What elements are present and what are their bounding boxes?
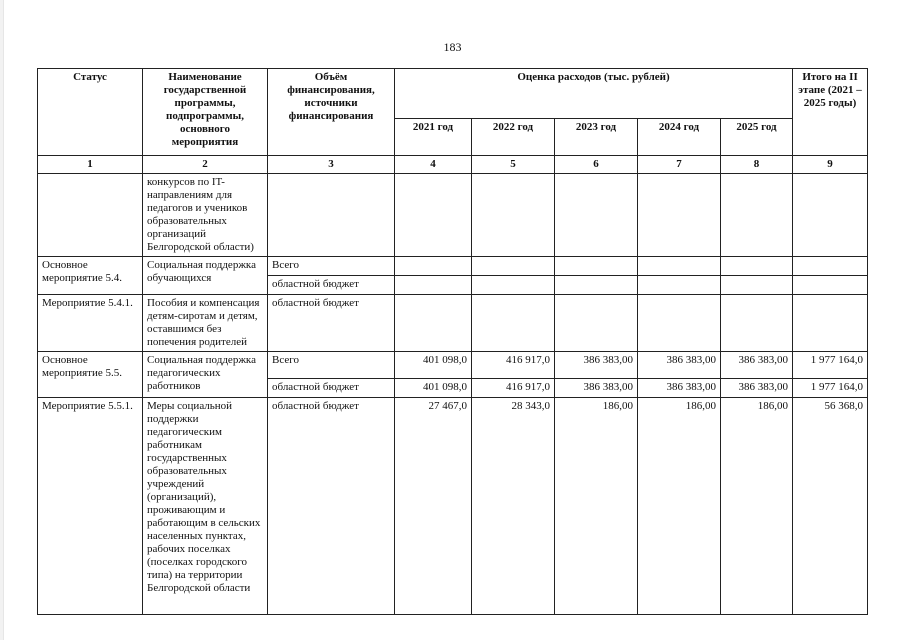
table-row	[38, 174, 868, 257]
row-source: областной бюджет	[268, 398, 395, 615]
value-cell: 386 383,00	[638, 379, 721, 398]
table-row	[38, 295, 868, 352]
col-number: 7	[638, 156, 721, 174]
table-row	[38, 257, 868, 276]
row-status: Основное мероприятие 5.5.	[38, 352, 143, 398]
value-cell: 386 383,00	[555, 352, 638, 379]
value-cell: 401 098,0	[395, 352, 472, 379]
column-numbers-row	[38, 156, 868, 174]
value-cell: 386 383,00	[638, 352, 721, 379]
row-name: Социальная поддержка обучающихся	[143, 257, 268, 295]
header-year-2023: 2023 год	[555, 118, 638, 155]
row-source: областной бюджет	[268, 276, 395, 295]
value-cell: 401 098,0	[395, 379, 472, 398]
col-number: 4	[395, 156, 472, 174]
header-year-2024: 2024 год	[638, 118, 721, 155]
header-row-1	[38, 69, 868, 119]
header-year-2025: 2025 год	[721, 118, 793, 155]
header-volume: Объём финансирования, источники финансирования	[268, 69, 395, 156]
row-source: областной бюджет	[268, 379, 395, 398]
value-cell: 186,00	[555, 398, 638, 615]
value-cell: 28 343,0	[472, 398, 555, 615]
col-number: 5	[472, 156, 555, 174]
budget-table	[37, 68, 868, 615]
value-cell: 186,00	[638, 398, 721, 615]
page-number: 183	[443, 40, 462, 54]
header-total: Итого на II этапе (2021 – 2025 годы)	[793, 69, 868, 156]
row-status: Мероприятие 5.5.1.	[38, 398, 143, 615]
value-cell: 416 917,0	[472, 379, 555, 398]
header-year-2022: 2022 год	[472, 118, 555, 155]
header-name: Наименование государственной программы, подпрограммы, основного мероприятия	[143, 69, 268, 156]
row-name: Социальная поддержка педагогических работников	[143, 352, 268, 398]
value-cell: 386 383,00	[721, 352, 793, 379]
col-number: 2	[143, 156, 268, 174]
row-source: областной бюджет	[268, 295, 395, 352]
col-number: 1	[38, 156, 143, 174]
row-name: Пособия и компенсация детям-сиротам и детям, оставшимся без попечения родителей	[143, 295, 268, 352]
value-cell: 56 368,0	[793, 398, 868, 615]
table-row	[38, 352, 868, 379]
scan-edge	[0, 0, 4, 640]
row-source	[268, 174, 395, 257]
table-row	[38, 398, 868, 615]
row-name: конкурсов по IT-направлениям для педагогов и учеников образовательных организаций Белгородской области)	[143, 174, 268, 257]
value-cell: 386 383,00	[721, 379, 793, 398]
value-cell: 27 467,0	[395, 398, 472, 615]
col-number: 9	[793, 156, 868, 174]
value-cell: 1 977 164,0	[793, 379, 868, 398]
value-cell: 186,00	[721, 398, 793, 615]
header-estimate: Оценка расходов (тыс. рублей)	[395, 69, 793, 119]
row-source: Всего	[268, 352, 395, 379]
row-status: Мероприятие 5.4.1.	[38, 295, 143, 352]
row-status: Основное мероприятие 5.4.	[38, 257, 143, 295]
row-source: Всего	[268, 257, 395, 276]
header-year-2021: 2021 год	[395, 118, 472, 155]
row-name: Меры социальной поддержки педагогическим работникам государственных образовательных учреждений (организаций), проживающим и работающим в сельских населенных пунктах, рабочих поселках (поселках городского типа) на территории Белгородской области	[143, 398, 268, 615]
row-status	[38, 174, 143, 257]
col-number: 6	[555, 156, 638, 174]
header-status: Статус	[38, 69, 143, 156]
value-cell: 1 977 164,0	[793, 352, 868, 379]
value-cell: 416 917,0	[472, 352, 555, 379]
value-cell: 386 383,00	[555, 379, 638, 398]
col-number: 8	[721, 156, 793, 174]
col-number: 3	[268, 156, 395, 174]
